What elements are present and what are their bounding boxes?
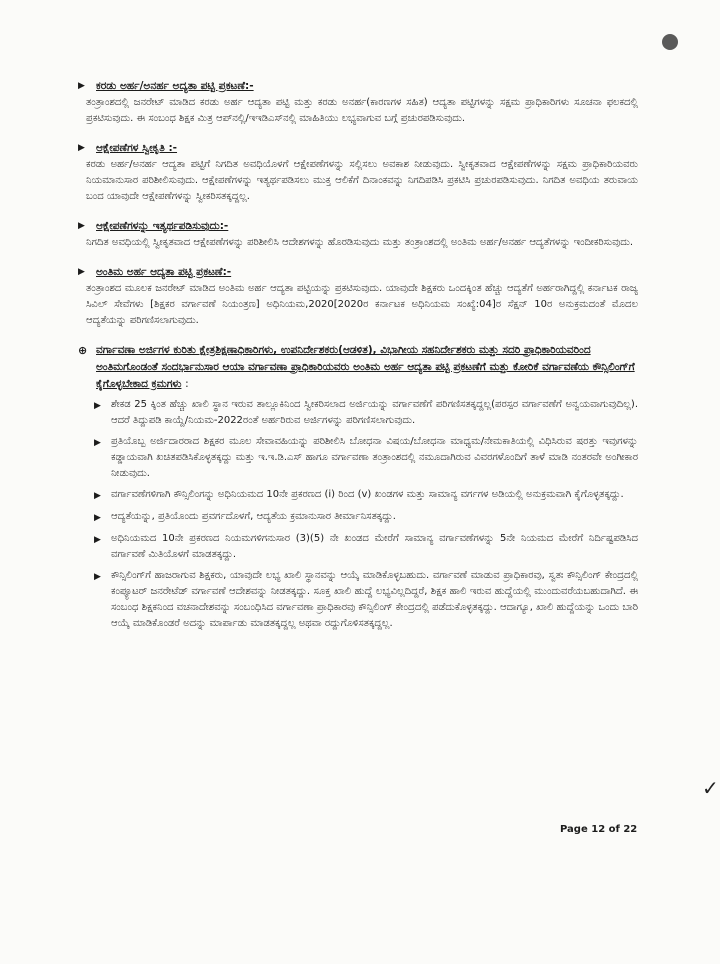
counselling-intro: : [185, 378, 189, 390]
section-heading: ಆಕ್ಷೇಪಣೆಗಳನ್ನು ಇತ್ಯರ್ಥಪಡಿಸುವುದು:- [96, 220, 229, 232]
bullet-triangle-icon: ▶ [94, 491, 101, 501]
bullet-triangle-icon: ▶ [78, 143, 85, 153]
page-number: Page 12 of 22 [560, 824, 638, 835]
circled-plus-icon: ⊕ [78, 344, 88, 357]
section-draft-list [78, 78, 638, 127]
handwritten-check-mark: ✓ [702, 776, 719, 800]
punch-hole [662, 34, 678, 50]
section-body: ತಂತ್ರಾಂಶದ ಮೂಲಕ ಜನರೇಟ್ ಮಾಡಿದ ಅಂತಿಮ ಅರ್ಹ ಆದ್ಯತಾ ಪಟ್ಟಿಯನ್ನು ಪ್ರಕಟಿಸುವುದು. ಯಾವುದೇ ಶಿಕ್ಷಕರು ಒಂದಕ್ಕಿಂತ ಹೆಚ್ಚು ಆದ್ಯತೆಗೆ ಅರ್ಹರಾಗಿದ್ದಲ್ಲಿ ಕರ್ನಾಟಕ ರಾಜ್ಯ ಸಿವಿಲ್ ಸೇವೆಗಳು [ಶಿಕ್ಷಕರ ವರ್ಗಾವಣೆ ನಿಯಂತ್ರಣ] ಅಧಿನಿಯಮ,2020[2020ರ ಕರ್ನಾಟಕ ಅಧಿನಿಯಮ ಸಂಖ್ಯೆ:04]ರ ಸೆಕ್ಷನ್ 10ರ ಅನುಕ್ರಮದಂತೆ ಮೊದಲ ಆದ್ಯತೆಯನ್ನು ಪರಿಗಣಿಸಲಾಗುವುದು. [86, 283, 638, 326]
section-heading: ಅಂತಿಮ ಅರ್ಹ ಆದ್ಯತಾ ಪಟ್ಟಿ ಪ್ರಕಟಣೆ:- [96, 266, 232, 278]
bullet-triangle-icon: ▶ [94, 572, 101, 582]
list-item: ▶ ಕೌನ್ಸಿಲಿಂಗ್‌ಗೆ ಹಾಜರಾಗುವ ಶಿಕ್ಷಕರು, ಯಾವುದೇ ಲಭ್ಯ ಖಾಲಿ ಸ್ಥಾನವನ್ನು ಆಯ್ಕೆ ಮಾಡಿಕೊಳ್ಳಬಹುದು. ವರ್ಗಾವಣೆ ಮಾಡುವ ಪ್ರಾಧಿಕಾರವು, ಸ್ವತಃ ಕೌನ್ಸಿಲಿಂಗ್ ಕೇಂದ್ರದಲ್ಲಿ ಕಂಪ್ಯೂಟರ್ ಜನರೇಟೆಡ್ ವರ್ಗಾವಣೆ ಆದೇಶವನ್ನು ನೀಡತಕ್ಕದ್ದು. ಸೂಕ್ತ ಖಾಲಿ ಹುದ್ದೆ ಲಭ್ಯವಿಲ್ಲದಿದ್ದರೆ, ಶಿಕ್ಷಕ ಹಾಲಿ ಇರುವ ಹುದ್ದೆಯಲ್ಲಿ ಮುಂದುವರೆಯಬಹುದಾಗಿದೆ. ಈ ಸಂಬಂಧ ಶಿಕ್ಷಕನಿಂದ ವಚನಾದೇಶವನ್ನು ಸಂಬಂಧಿಸಿದ ವರ್ಗಾವಣಾ ಪ್ರಾಧಿಕಾರವು ಕೌನ್ಸಿಲಿಂಗ್ ಕೇಂದ್ರದಲ್ಲಿ ಪಡೆದುಕೊಳ್ಳತಕ್ಕದ್ದು. ಆದಾಗ್ಯೂ, ಖಾಲಿ ಹುದ್ದೆಯನ್ನು ಒಂದು ಬಾರಿ ಆಯ್ಕೆ ಮಾಡಿಕೊಂಡರೆ ಅದನ್ನು ಮಾರ್ಪಾಡು ಮಾಡತಕ್ಕದ್ದಲ್ಲ ಅಥವಾ ರದ್ದುಗೊಳಿಸತಕ್ಕದ್ದಲ್ಲ. [94, 568, 638, 632]
list-item: ▶ ವರ್ಗಾವಣೆಗಳಿಗಾಗಿ ಕೌನ್ಸಿಲಿಂಗನ್ನು ಅಧಿನಿಯಮದ 10ನೇ ಪ್ರಕರಣದ (i) ರಿಂದ (v) ಖಂಡಗಳ ಮತ್ತು ಸಾಮಾನ್ಯ ವರ್ಗಗಳ ಅಡಿಯಲ್ಲಿ ಅನುಕ್ರಮವಾಗಿ ಕೈಗೊಳ್ಳತಕ್ಕದ್ದು. [94, 487, 638, 504]
section-counselling [78, 342, 638, 632]
section-heading: ಆಕ್ಷೇಪಣೆಗಳ ಸ್ವೀಕೃತಿ :- [96, 142, 178, 154]
list-item: ▶ ಆದ್ಯತೆಯನ್ನು, ಪ್ರತಿಯೊಂದು ಪ್ರವರ್ಗದೊಳಗೆ, ಆದ್ಯತೆಯ ಕ್ರಮಾನುಸಾರ ತೀರ್ಮಾನಿಸತಕ್ಕದ್ದು. [94, 509, 638, 526]
list-item: ▶ ಶೇಕಡ 25 ಕ್ಕಿಂತ ಹೆಚ್ಚು ಖಾಲಿ ಸ್ಥಾನ ಇರುವ ತಾಲ್ಲೂಕಿನಿಂದ ಸ್ವೀಕರಿಸಲಾದ ಅರ್ಜಿಯನ್ನು ವರ್ಗಾವಣೆಗೆ ಪರಿಗಣಿಸತಕ್ಕದ್ದಲ್ಲ(ಪರಸ್ಪರ ವರ್ಗಾವಣೆಗೆ ಅನ್ವಯವಾಗುವುದಿಲ್ಲ). ಆದರೆ ತಿದ್ದುಪಡಿ ಕಾಯ್ದೆ/ನಿಯಮ-2022ರಂತೆ ಅರ್ಹರಿರುವ ಅರ್ಜಿಗಳನ್ನು ಪರಿಗಣಿಸಲಾಗುವುದು. [94, 397, 638, 429]
section-objections-receipt [78, 140, 638, 205]
section-objections-settlement [78, 218, 638, 251]
counselling-heading: ವರ್ಗಾವಣಾ ಅರ್ಜಿಗಳ ಕುರಿತು ಕ್ಷೇತ್ರಶಿಕ್ಷಣಾಧಿಕಾರಿಗಳು, ಉಪನಿರ್ದೇಶಕರು(ಆಡಳಿತ), ವಿಭಾಗೀಯ ಸಹನಿರ್ದೇಶಕರು ಮತ್ತು ಸದರಿ ಪ್ರಾಧಿಕಾರಿಯವರಿಂದ ಅಂತಿಮಗೊಂಡಂತೆ ಸಂದರ್ಭಾನುಸಾರ ಆಯಾ ವರ್ಗಾವಣಾ ಪ್ರಾಧಿಕಾರಿಯವರು ಅಂತಿಮ ಅರ್ಹ ಆದ್ಯತಾ ಪಟ್ಟಿ ಪ್ರಕಟಣೆಗೆ ಮತ್ತು ಕೋರಿಕೆ ವರ್ಗಾವಣೆಯ ಕೌನ್ಸಿಲಿಂಗ್‌ಗೆ ಕೈಗೊಳ್ಳಬೇಕಾದ ಕ್ರಮಗಳು [96, 344, 635, 390]
list-item: ▶ ಅಧಿನಿಯಮದ 10ನೇ ಪ್ರಕರಣದ ನಿಯಮಗಳಿಗನುಸಾರ (3)(5) ನೇ ಖಂಡದ ಮೇರೆಗೆ ಸಾಮಾನ್ಯ ವರ್ಗಾವಣೆಗಳನ್ನು 5ನೇ ನಿಯಮದ ಮೇರೆಗೆ ನಿರ್ದಿಷ್ಟಪಡಿಸಿದ ವರ್ಗಾವಣೆ ಮಿತಿಯೊಳಗೆ ಮಾಡತಕ್ಕದ್ದು. [94, 531, 638, 563]
bullet-triangle-icon: ▶ [94, 535, 101, 545]
bullet-triangle-icon: ▶ [94, 401, 101, 411]
section-body: ನಿಗದಿತ ಅವಧಿಯಲ್ಲಿ ಸ್ವೀಕೃತವಾದ ಆಕ್ಷೇಪಣೆಗಳನ್ನು ಪರಿಶೀಲಿಸಿ ಆದೇಶಗಳನ್ನು ಹೊರಡಿಸುವುದು ಮತ್ತು ತಂತ್ರಾಂಶದಲ್ಲಿ ಅಂತಿಮ ಅರ್ಹ/ಅನರ್ಹ ಆದ್ಯತೆಗಳನ್ನು ಇಂದೀಕರಿಸುವುದು. [86, 237, 634, 248]
bullet-triangle-icon: ▶ [78, 267, 85, 277]
section-body: ಕರಡು ಅರ್ಹ/ಅನರ್ಹ ಆದ್ಯತಾ ಪಟ್ಟಿಗೆ ನಿಗದಿತ ಅವಧಿಯೊಳಗೆ ಆಕ್ಷೇಪಣೆಗಳನ್ನು ಸಲ್ಲಿಸಲು ಅವಕಾಶ ನೀಡುವುದು. ಸ್ವೀಕೃತವಾದ ಆಕ್ಷೇಪಣೆಗಳನ್ನು ಸಕ್ಷಮ ಪ್ರಾಧಿಕಾರಿಯವರು ನಿಯಮಾನುಸಾರ ಪರಿಶೀಲಿಸುವುದು. ಆಕ್ಷೇಪಣೆಗಳನ್ನು ಇತ್ಯರ್ಥಪಡಿಸಲು ಮುಕ್ತ ಆಲಿಕೆಗೆ ದಿನಾಂಕವನ್ನು ನಿಗದಿಪಡಿಸಿ ಪ್ರಕಟಿಸಿ ಪ್ರಚುರಪಡಿಸುವುದು. ನಿಗದಿತ ಅವಧಿಯ ತರುವಾಯ ಬಂದ ಯಾವುದೇ ಆಕ್ಷೇಪಣೆಗಳನ್ನು ಸ್ವೀಕರಿಸತಕ್ಕದ್ದಲ್ಲ. [86, 159, 638, 202]
bullet-triangle-icon: ▶ [94, 438, 101, 448]
section-heading: ಕರಡು ಅರ್ಹ/ಅನರ್ಹ ಅದ್ಯತಾ ಪಟ್ಟಿ ಪ್ರಕಟಣೆ:- [96, 80, 254, 92]
bullet-triangle-icon: ▶ [78, 221, 85, 231]
document-body [78, 78, 638, 645]
section-final-list [78, 264, 638, 329]
counselling-items [78, 397, 638, 632]
list-item: ▶ ಪ್ರತಿಯೊಬ್ಬ ಅರ್ಜಿದಾರರಾದ ಶಿಕ್ಷಕರ ಮೂಲ ಸೇವಾವಹಿಯನ್ನು ಪರಿಶೀಲಿಸಿ ಬೋಧನಾ ವಿಷಯ/ಬೋಧನಾ ಮಾಧ್ಯಮ/ನೇಮಕಾತಿಯಲ್ಲಿ ವಿಧಿಸಿರುವ ಷರತ್ತು ಇವುಗಳನ್ನು ಕಡ್ಡಾಯವಾಗಿ ಖಚಿತಪಡಿಸಿಕೊಳ್ಳತಕ್ಕದ್ದು ಮತ್ತು ಇ.ಇ.ಡಿ.ಎಸ್ ಹಾಗೂ ವರ್ಗಾವಣಾ ತಂತ್ರಾಂಶದಲ್ಲಿ ನಮೂದಾಗಿರುವ ವಿವರಗಳೊಂದಿಗೆ ತಾಳೆ ಮಾಡಿ ನಂತರವೇ ಅಂಗೀಕಾರ ನೀಡುವುದು. [94, 434, 638, 482]
bullet-triangle-icon: ▶ [94, 513, 101, 523]
section-body: ತಂತ್ರಾಂಶದಲ್ಲಿ ಜನರೇಟ್ ಮಾಡಿದ ಕರಡು ಅರ್ಹ ಆದ್ಯತಾ ಪಟ್ಟಿ ಮತ್ತು ಕರಡು ಅನರ್ಹ(ಕಾರಣಗಳ ಸಹಿತ) ಆದ್ಯತಾ ಪಟ್ಟಿಗಳನ್ನು ಸಕ್ಷಮ ಪ್ರಾಧಿಕಾರಿಗಳು ಸೂಚನಾ ಫಲಕದಲ್ಲಿ ಪ್ರಕಟಿಸುವುದು. ಈ ಸಂಬಂಧ ಶಿಕ್ಷಕ ಮಿತ್ರ ಆಪ್‌ನಲ್ಲಿ/ಇಇಡಿಎಸ್‌ನಲ್ಲಿ ಮಾಹಿತಿಯು ಲಭ್ಯವಾಗುವ ಬಗ್ಗೆ ಪ್ರಚುರಪಡಿಸುವುದು. [86, 97, 638, 124]
bullet-triangle-icon: ▶ [78, 81, 85, 91]
